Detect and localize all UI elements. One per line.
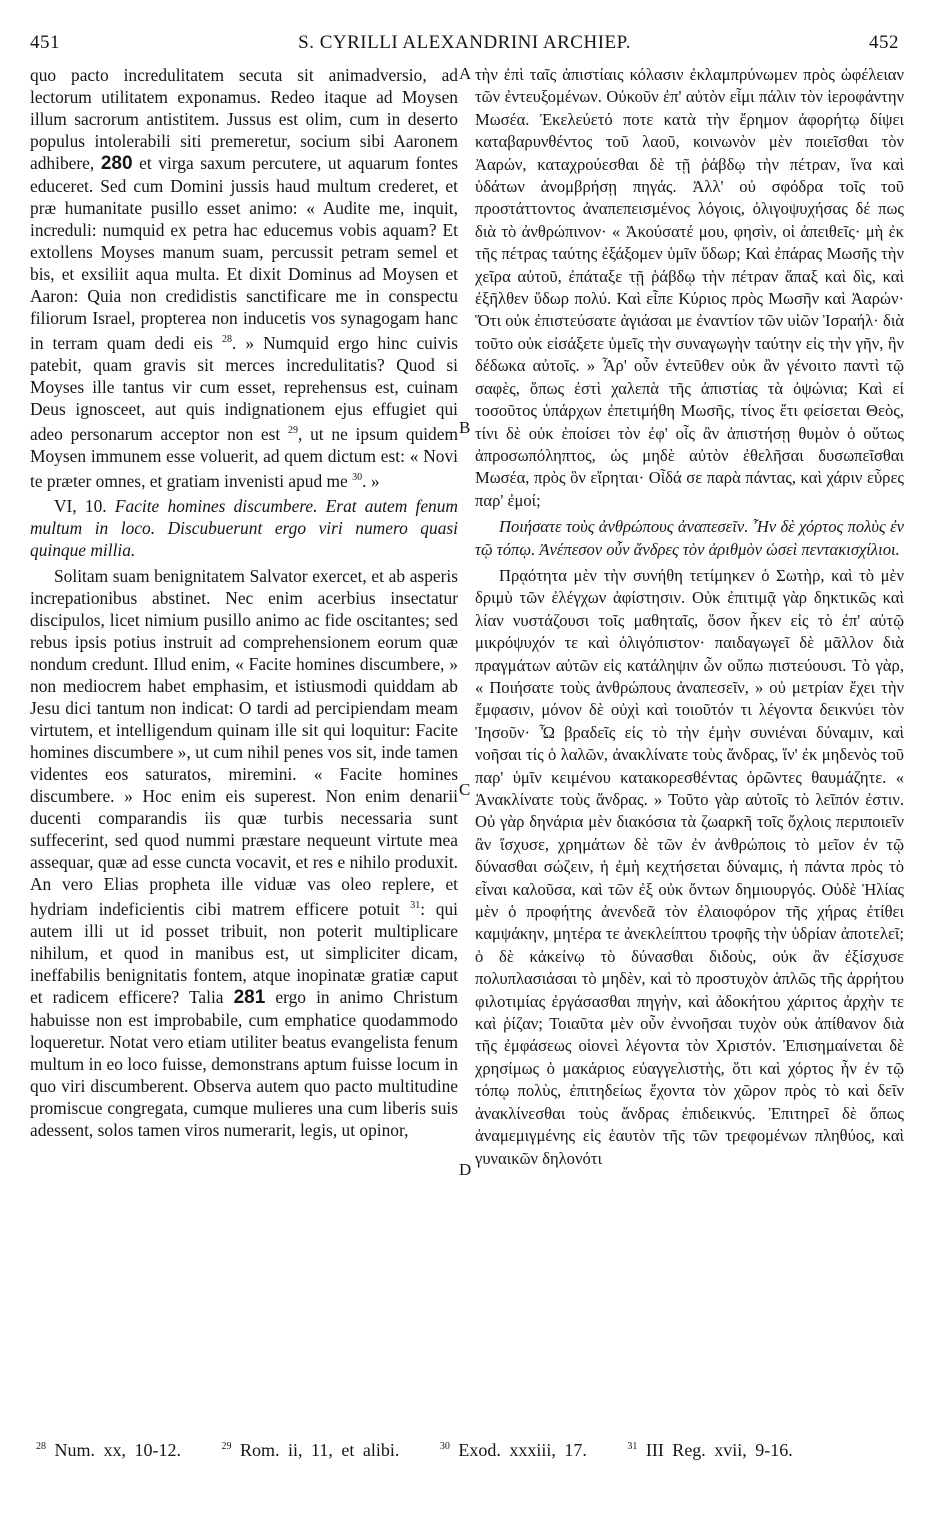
lemma-text: Facite homines discumbere. Erat autem fenum multum in loco. Discubuerunt ergo viri numero quasi quinque millia. — [30, 496, 458, 561]
footnotes — [36, 1440, 899, 1461]
greek-lemma: Ποιήσατε τοὺς ἀνθρώπους ἀναπεσεῖν. Ἦν δὲ χόρτος πολὺς ἐν τῷ τόπῳ. Ἀνέπεσον οὖν ἄνδρες τὸν ἀριθμὸν ὡσεὶ πεντακισχίλιοι. — [475, 517, 904, 559]
latin-text: . » Numquid ergo hinc cuivis patebit, quam gravis sit merces incredulitatis? Quod si Moyses ille tantus vir cum esset, reprehensus est, cuinam Deus ignosceet, aut quis indignationem ejus effugiet qui adeo personarum acceptor non est — [30, 332, 458, 444]
page-header — [30, 32, 899, 62]
margin-marker-a: A — [459, 64, 472, 83]
latin-text: , ut ne ipsum quidem Moysen immunem esse voluerit, ad quem dictum est: « Novi te præter omnes, et gratiam invenisti apud me — [30, 423, 458, 491]
footnote-ref-28: 28 — [222, 334, 232, 345]
footnote-number: 30 — [439, 1441, 450, 1452]
footnote-number: 28 — [36, 1441, 46, 1452]
column-number-280: 280 — [100, 153, 133, 174]
footnote-29 — [222, 1440, 416, 1460]
page-number-left: 451 — [30, 32, 60, 53]
page-number-right: 452 — [869, 32, 899, 53]
latin-text: et virga saxum percutere, ut aquarum fontes educeret. Sed cum Domini jussis haud multum crederet, et præ humanitate pusillo esset animo: « Audite me, inquit, increduli: numquid ex petra hac educemus vobis aquam? Et extollens Moyses manum suam, percussit petram semel et bis, et exsiliit aqua multa. Et dixit Dominus ad Moysen et Aaron: Quia non credidistis sanctificare me in conspectu filiorum Israel, propterea non inducetis vos synagogam hanc in terram quam dedi eis — [30, 153, 458, 353]
footnote-text: Num. xx, 10-12. — [54, 1440, 181, 1460]
column-number-281: 281 — [233, 987, 266, 1009]
latin-text: : qui autem illi ut id posset tribuit, non poterit multiplicare nihilum, et quod in manibus est, ut simpliciter dicam, ineffabilis benignitatis fontem, atque inopinatæ gratiæ caput et radicem efficere? Talia — [30, 899, 458, 1008]
latin-text: . » — [362, 470, 380, 491]
footnote-number: 29 — [221, 1441, 232, 1452]
latin-text: Solitam suam benignitatem Salvator exercet, et ab asperis increpationibus abstinet. Nec enim acerbius insectatur discipulos, licet nimium pusillo animo ac fide oscitantes; sed rebus ipsis potius instruit ad comprehensionem eorum quæ nondum credunt. Illud enim, « Facite homines discumbere, » non mediocrem habet emphasim, et istiusmodi quiddam ab Jesu dici tantum non indicat: O tardi ad percipiendam meam virtutem, et intelligendum quinam ille sit qui loquitur: Facite homines discumbere », ut cum nihil penes vos sit, inde tamen videntes eos saturatos, miremini. « Facite homines discumbere. » Hoc enim eis superest. Non enim denarii ducenti comparandis iis quæ turbis necessaria sunt suffecerint, sed quod nummi præstare nequeunt virtute mea assequar, quæ ad esse cuncta vocavit, et res e nihilo produxit. An vero Elias propheta ille viduæ vas oleo replere, et hydriam indeficientis cibi matrem efficere potuit — [30, 566, 458, 920]
footnote-28 — [36, 1440, 197, 1460]
margin-marker-d: D — [459, 1160, 472, 1179]
margin-marker-b: B — [459, 418, 471, 437]
latin-lemma — [30, 495, 458, 561]
greek-paragraph-2: Πρᾳότητα μὲν τὴν συνήθη τετίμηκεν ὁ Σωτὴρ, καὶ τὸ μὲν δριμὺ τῶν ἐλέγχων ἀφίστησιν. Οὐκ ἐπιτιμᾷ γὰρ δηκτικῶς καὶ λίαν νυστάζουσι τοῖς μαθηταῖς, ὅσον ἧκεν εἰς τὸ ἐπ' αὐτῷ μικρόψυχόν τε καὶ ὀλιγόπιστον· παιδαγωγεῖ δὲ μᾶλλον διὰ πραγμάτων αὐτῶν εἰς κατάληψιν ὧν οὔπω πιστεύουσι. Τὸ γὰρ, « Ποιήσατε τοὺς ἀνθρώπους ἀναπεσεῖν, » οὐ μετρίαν ἔχει τὴν ἔμφασιν, μόνον δὲ οὐχὶ καὶ τοιοῦτόν τι λέγοντα δεικνύει τὸν Ἰησοῦν· Ὦ βραδεῖς εἰς τὸ τὴν ἐμὴν συνιέναι δύναμιν, καὶ νοῆσαι τίς ὁ λαλῶν, ἀνακλίνατε τοὺς ἄνδρας, ἵν' ἐκ μηδενὸς τοῦ παρ' ὑμῖν κειμένου κατακορεσθέντας ὁρῶντες θαυμάζητε. « Ἀνακλίνατε τοὺς ἄνδρας. » Τοῦτο γὰρ αὐτοῖς τὸ λεῖπόν ἐστιν. Οὐ γὰρ δηνάρια μὲν διακόσια τὰ ζωαρκῆ τοῖς ὄχλοις περιποιεῖν ἂν ἴσχυσε, χρημάτων δὲ τῶν ἐν ἀνθρώποις τὸ μεῖον ἐν τῷ δύνασθαι σώζειν, ἡ ἐμὴ κεχτήσεται δύναμις, ἡ πάντα πρὸς τὸ εἶναι καλοῦσα, καὶ τῶν ἐξ οὐκ ὄντων δημιουργός. Οὐδὲ Ἠλίας μὲν ὁ προφήτης ἀνενδεᾶ τὸν ἐλαιοφόρον τῆς χήρας ἐτίθει καμψάκην, μητέρα τε ἀνεκλείπτου τροφῆς τὴν ὑδρίαν ἀποτελεῖ; ὁ δὲ κἀκείνῳ τὸ δύνασθαι διδοὺς, οὐκ ἂν ἐξίσχυσε πολυπλασιάσαι τὸ μηδὲν, καὶ τὸ προστυχὸν ἁπλῶς τῆς ἀρρήτου φιλοτιμίας ἐργάσασθαι πηγὴν, καὶ ἀδοκήτου χάριτος ἀρχὴν τε καὶ ῥίζαν; Τοιαῦτα μὲν οὖν ἐννοῆσαι τυχὸν οὐκ ἀπίθανον διὰ τῆς ἐμφάσεως οἱονεὶ λέγοντα τὸν Χριστόν. Ἐπισημαίνεται δὲ χρησίμως ὁ μακάριος εὐαγγελιστὴς, ὅτι καὶ χόρτος ἦν ἐν τῷ τόπῳ πολὺς, ἐπιτηδείως ἔχοντα τὸν χῶρον πρὸς τὸ καὶ δεῖν ἀνακλίνεσθαι τοὺς ἄνδρας ἐπιδεικνύς. Ἐπιτηρεῖ δὲ ὅπως ἀναμεμιγμένης εἰς ἑαυτὸν τῆς τῶν τρεφομένων πληθύος, καὶ γυναικῶν δηλονότι — [475, 565, 904, 1168]
footnote-31 — [627, 1440, 808, 1460]
footnote-text: Rom. ii, 11, et alibi. — [240, 1440, 400, 1460]
greek-paragraph-1: τὴν ἐπὶ ταῖς ἀπιστίαις κόλασιν ἐκλαμπρύνωμεν πρὸς ὠφέλειαν τῶν ἐντευξομένων. Οὐκοῦν ἐπ' αὐτὸν εἶμι πάλιν τὸν ἱεροφάντην Μωσέα. Ἐκελεύετό ποτε κατὰ τὴν ἔρημον ἀφορήτῳ δίψει καταβαρυνθέντος τοῦ λαοῦ, κοινωνὸν μὲν ποιεῖσθαι τὸν Ἀαρών, καταχρούεσθαι δὲ τῇ ῥάβδῳ τὴν πέτραν, ἵνα καὶ ὑδάτων ἀνομβρήσῃ πηγάς. Ἀλλ' οὐ σφόδρα τοῖς τοῦ προστάττοντος ἀναπεπεισμένος λόγοις, ὀλιγοψυχήσας δέ πως διὰ τὸ ἀνθρώπινον· « Ἀκούσατέ μου, φησὶν, οἱ ἀπειθεῖς· μὴ ἐκ τῆς πέτρας ταύτης ἐξάξομεν ὑμῖν ὕδωρ; Καὶ ἐπάρας Μωσῆς τὴν χεῖρα αὐτοῦ, ἐπάταξε τῇ ῥάβδῳ τὴν πέτραν ἅπαξ καὶ δὶς, καὶ ἐξῆλθεν ὕδωρ πολύ. Καὶ εἶπε Κύριος πρὸς Μωσῆν καὶ Ἀαρών· Ὅτι οὐκ ἐπιστεύσατε ἁγιάσαι με ἐναντίον τῶν υἱῶν Ἰσραήλ· διὰ τοῦτο οὐκ εἰσάξετε ὑμεῖς τὴν συναγωγὴν ταύτην εἰς τὴν γῆν, ἣν δέδωκα αὐτοῖς. » Ἆρ' οὖν ἐντεῦθεν οὐκ ἂν γένοιτο παντὶ τῷ σαφὲς, ὅπως ἐστὶ χαλεπὰ τῆς ἀπιστίας τὰ ὀψώνια; Καὶ εἰ τοσοῦτος ὑπάρχων ἐπετιμήθη Μωσῆς, τίνος ἔτι φείσεται Θεὸς, τίνι δὲ οὐκ ἐποίσει τὸν ἐφ' οἷς ἂν ἀπιστήσῃ θυμὸν ὁ οὕτως ἀπροσωπόληπτος, ὡς μηδὲ αὐτὸν ἐθελῆσαι δυσωπεῖσθαι Μωσέα, πρὸς ὃν εἴρηται· Οἶδά σε παρὰ πάντας, καὶ χάριν εὗρες παρ' ἐμοί; — [475, 65, 904, 510]
footnote-ref-30: 30 — [352, 471, 363, 483]
footnote-number: 31 — [627, 1441, 638, 1452]
footnote-ref-29: 29 — [288, 424, 298, 436]
footnote-text: III Reg. xvii, 9-16. — [645, 1440, 793, 1460]
latin-column — [30, 64, 458, 1439]
latin-paragraph-1 — [30, 64, 458, 491]
latin-paragraph-2 — [30, 565, 458, 1141]
greek-column — [475, 64, 904, 1439]
latin-text: ergo in animo Christum habuisse non est improbabile, cum emphatice quodammodo loqueretur. Notat vero etiam utiliter beatus evangelista fenum multum in eo loco fuisse, demonstrans aptum fuisse locum in quo viri discumberent. Observa autem quo pacto multitudine promiscue congregata, cumque mulieres una cum liberis suis adessent, solos tamen viros numerarit, legis, ut opinor, — [30, 987, 458, 1141]
footnote-text: Exod. xxxiii, 17. — [458, 1440, 587, 1460]
footnote-ref-31: 31 — [410, 900, 421, 912]
latin-text: quo pacto incredulitatem secuta sit animadversio, ad lectorum utilitatem exponamus. Redeo itaque ad Moysen illum sacrorum antistitem. Jussus est olim, cum in deserto populus intolerabili siti premeretur, socium sibi Aaronem adhibere, — [30, 65, 458, 173]
running-title: S. CYRILLI ALEXANDRINI ARCHIEP. — [298, 32, 631, 53]
margin-marker-c: C — [459, 780, 471, 799]
footnote-30 — [440, 1440, 603, 1460]
lemma-number: VI, 10. — [54, 496, 107, 517]
